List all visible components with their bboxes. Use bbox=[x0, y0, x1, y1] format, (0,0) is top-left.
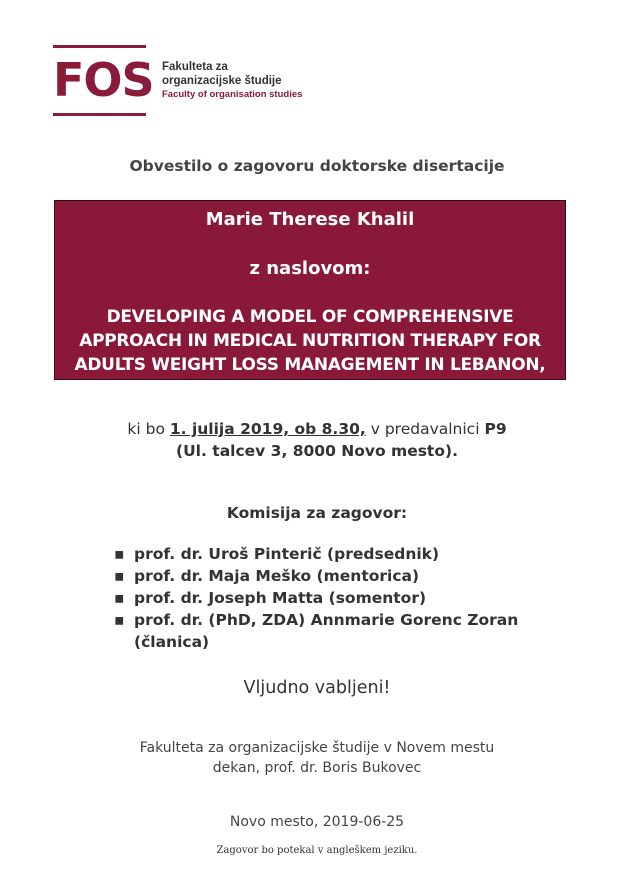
language-note: Zagovor bo potekal v angleškem jeziku. bbox=[216, 845, 418, 856]
dissertation-title bbox=[55, 305, 565, 377]
logo-mark: FOS bbox=[53, 53, 154, 107]
logo-bottom-rule bbox=[53, 113, 146, 116]
event-address: (Ul. talcev 3, 8000 Novo mesto). bbox=[176, 442, 458, 460]
defense-banner bbox=[54, 200, 566, 380]
committee-member: prof. dr. Uroš Pinterič (predsednik) bbox=[134, 545, 440, 563]
committee-title: Komisija za zagovor: bbox=[226, 504, 408, 522]
committee-member: prof. dr. (PhD, ZDA) Annmarie Gorenc Zoran (članica) bbox=[134, 611, 519, 651]
event-date: 1. julija 2019, ob 8.30, bbox=[169, 420, 366, 438]
bullet-icon: ▪ bbox=[114, 545, 125, 563]
bullet-icon: ▪ bbox=[114, 611, 125, 629]
event-room: P9 bbox=[484, 420, 507, 438]
dissertation-title-line: ADULTS WEIGHT LOSS MANAGEMENT IN LEBANON, bbox=[74, 355, 546, 375]
logo-line-2: organizacijske študije bbox=[162, 75, 282, 87]
dissertation-title-line: APPROACH IN MEDICAL NUTRITION THERAPY FOR bbox=[79, 331, 541, 351]
event-details bbox=[0, 418, 634, 462]
logo-line-1: Fakulteta za bbox=[162, 61, 228, 73]
event-prefix: ki bo bbox=[127, 420, 165, 438]
logo-text bbox=[162, 60, 302, 102]
closing-invitation: Vljudno vabljeni! bbox=[243, 678, 391, 698]
list-item bbox=[110, 543, 550, 565]
signature-block bbox=[0, 738, 634, 778]
committee-member: prof. dr. Maja Meško (mentorica) bbox=[134, 567, 420, 585]
fos-logo bbox=[53, 45, 313, 117]
committee-list bbox=[110, 543, 550, 653]
committee-member: prof. dr. Joseph Matta (somentor) bbox=[134, 589, 427, 607]
place-date: Novo mesto, 2019-06-25 bbox=[229, 814, 405, 830]
bullet-icon: ▪ bbox=[114, 567, 125, 585]
candidate-name: Marie Therese Khalil bbox=[205, 209, 415, 230]
logo-line-3: Faculty of organisation studies bbox=[162, 89, 303, 100]
list-item bbox=[110, 609, 550, 653]
bullet-icon: ▪ bbox=[114, 589, 125, 607]
event-middle: v predavalnici bbox=[370, 420, 480, 438]
signature-line-2: dekan, prof. dr. Boris Bukovec bbox=[212, 760, 422, 776]
logo-top-rule bbox=[53, 45, 146, 48]
list-item bbox=[110, 565, 550, 587]
list-item bbox=[110, 587, 550, 609]
signature-line-1: Fakulteta za organizacijske študije v Novem mestu bbox=[139, 740, 495, 756]
dissertation-title-line: DEVELOPING A MODEL OF COMPREHENSIVE bbox=[106, 307, 514, 327]
page-heading: Obvestilo o zagovoru doktorske disertacije bbox=[129, 157, 505, 175]
banner-subtitle: z naslovom: bbox=[249, 258, 371, 279]
